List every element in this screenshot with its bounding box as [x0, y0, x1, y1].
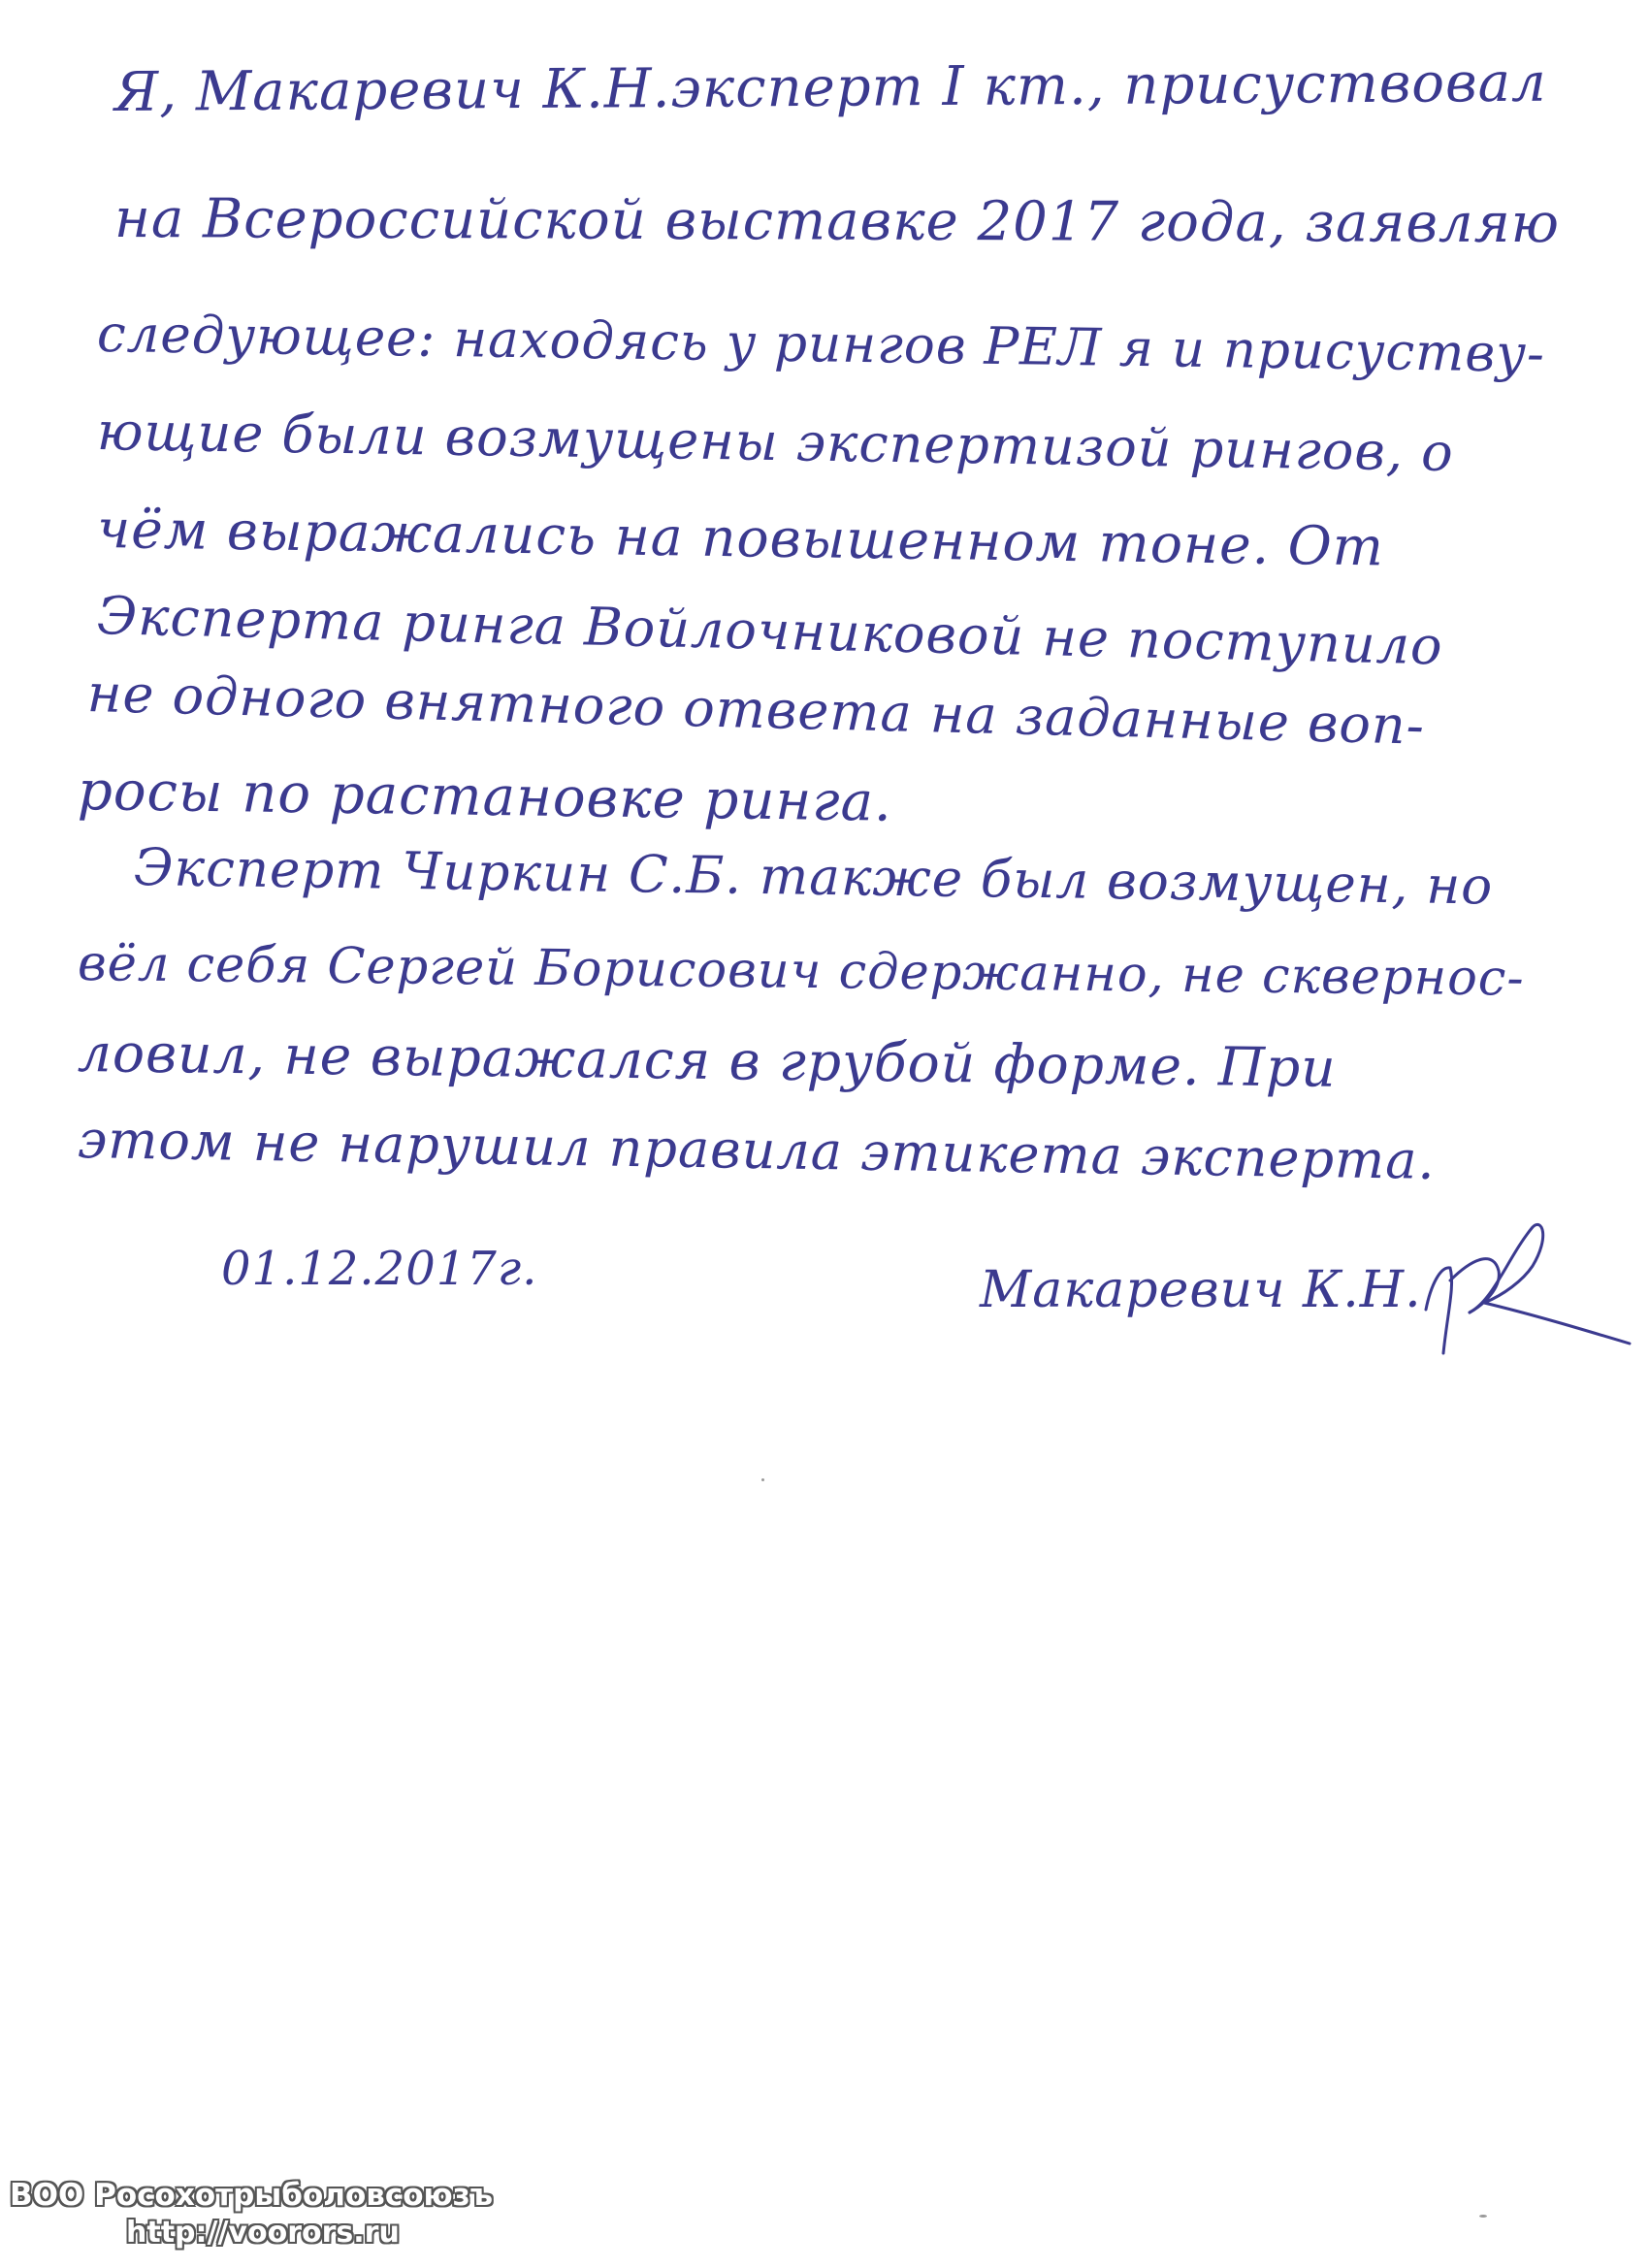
letter-line-2: на Всероссийской выставке 2017 года, заявляю: [113, 187, 1561, 256]
letter-line-7: не одного внятного ответа на заданные воп-: [86, 663, 1426, 757]
letter-line-10: вёл себя Сергей Борисович сдержанно, не сквернос-: [77, 935, 1525, 1008]
watermark-org: ВОО Росохотрыболовсоюзъ: [10, 2177, 493, 2213]
watermark-url: http://voorors.ru: [126, 2215, 400, 2250]
signature-name: Макаревич К.Н.: [980, 1261, 1422, 1319]
site-watermark: [10, 2177, 493, 2251]
letter-line-9: Эксперт Чиркин С.Б. также был возмущен, но: [133, 838, 1494, 917]
letter-line-1: Я, Макаревич К.Н.эксперт I кт., присуствовал: [113, 50, 1547, 124]
letter-line-11: ловил, не выражался в грубой форме. При: [77, 1021, 1338, 1099]
letter-line-5: чём выражались на повышенном тоне. От: [96, 498, 1385, 578]
paper-speck: [1479, 2215, 1487, 2218]
letter-line-3: следующее: находясь у рингов РЕЛ я и присуству-: [96, 305, 1546, 384]
letter-date: 01.12.2017г.: [221, 1242, 538, 1296]
signature-mark: [1387, 1198, 1639, 1373]
paper-speck: [761, 1478, 764, 1481]
letter-line-8: росы по растановке ринга.: [77, 760, 893, 834]
letter-line-12: этом не нарушил правила этикета эксперта.: [77, 1109, 1437, 1191]
letter-line-4: ющие были возмущены экспертизой рингов, о: [96, 401, 1455, 483]
letter-line-6: Эксперта ринга Войлочниковой не поступило: [96, 585, 1444, 677]
